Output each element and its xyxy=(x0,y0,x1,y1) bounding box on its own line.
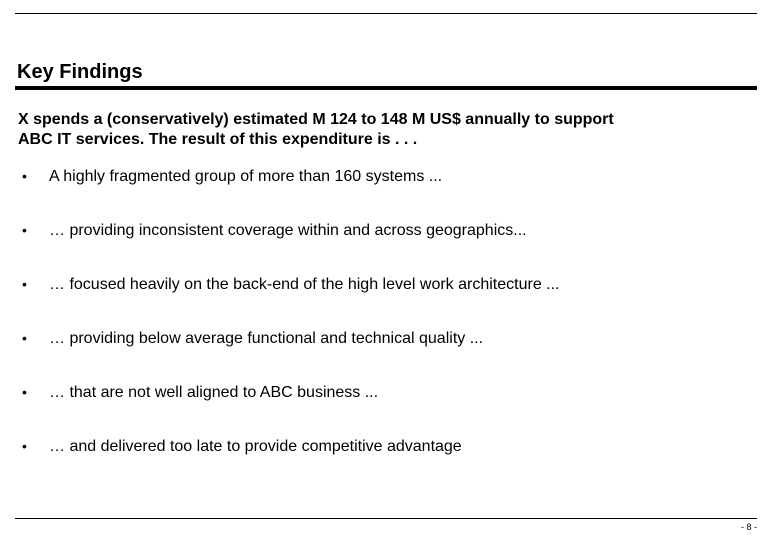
bullet-text: … focused heavily on the back-end of the high level work architecture ... xyxy=(49,276,560,293)
bullet-text: … and delivered too late to provide competitive advantage xyxy=(49,438,462,455)
list-item xyxy=(22,382,742,436)
bullet-icon: • xyxy=(22,222,27,238)
intro-line-2: ABC IT services. The result of this expenditure is . . . xyxy=(18,131,418,148)
intro-line-1: X spends a (conservatively) estimated M 124 to 148 M US$ annually to support xyxy=(18,111,614,128)
list-item xyxy=(22,166,742,220)
bullet-text: … providing below average functional and technical quality ... xyxy=(49,330,484,347)
bullet-icon: • xyxy=(22,168,27,184)
list-item xyxy=(22,220,742,274)
list-item xyxy=(22,274,742,328)
bullet-icon: • xyxy=(22,384,27,400)
top-divider xyxy=(15,13,757,14)
bullet-text: A highly fragmented group of more than 160 systems ... xyxy=(49,168,443,185)
bullet-icon: • xyxy=(22,330,27,346)
bullet-text: … that are not well aligned to ABC business ... xyxy=(49,384,379,401)
list-item xyxy=(22,328,742,382)
bullet-icon: • xyxy=(22,438,27,454)
list-item xyxy=(22,436,742,490)
bullet-text: … providing inconsistent coverage within and across geographics... xyxy=(49,222,527,239)
bottom-divider xyxy=(15,518,757,519)
page-title: Key Findings xyxy=(17,61,143,83)
title-underline xyxy=(15,86,757,90)
findings-list xyxy=(22,166,742,490)
page-number: - 8 - xyxy=(740,522,757,532)
bullet-icon: • xyxy=(22,276,27,292)
intro-paragraph xyxy=(18,110,738,150)
